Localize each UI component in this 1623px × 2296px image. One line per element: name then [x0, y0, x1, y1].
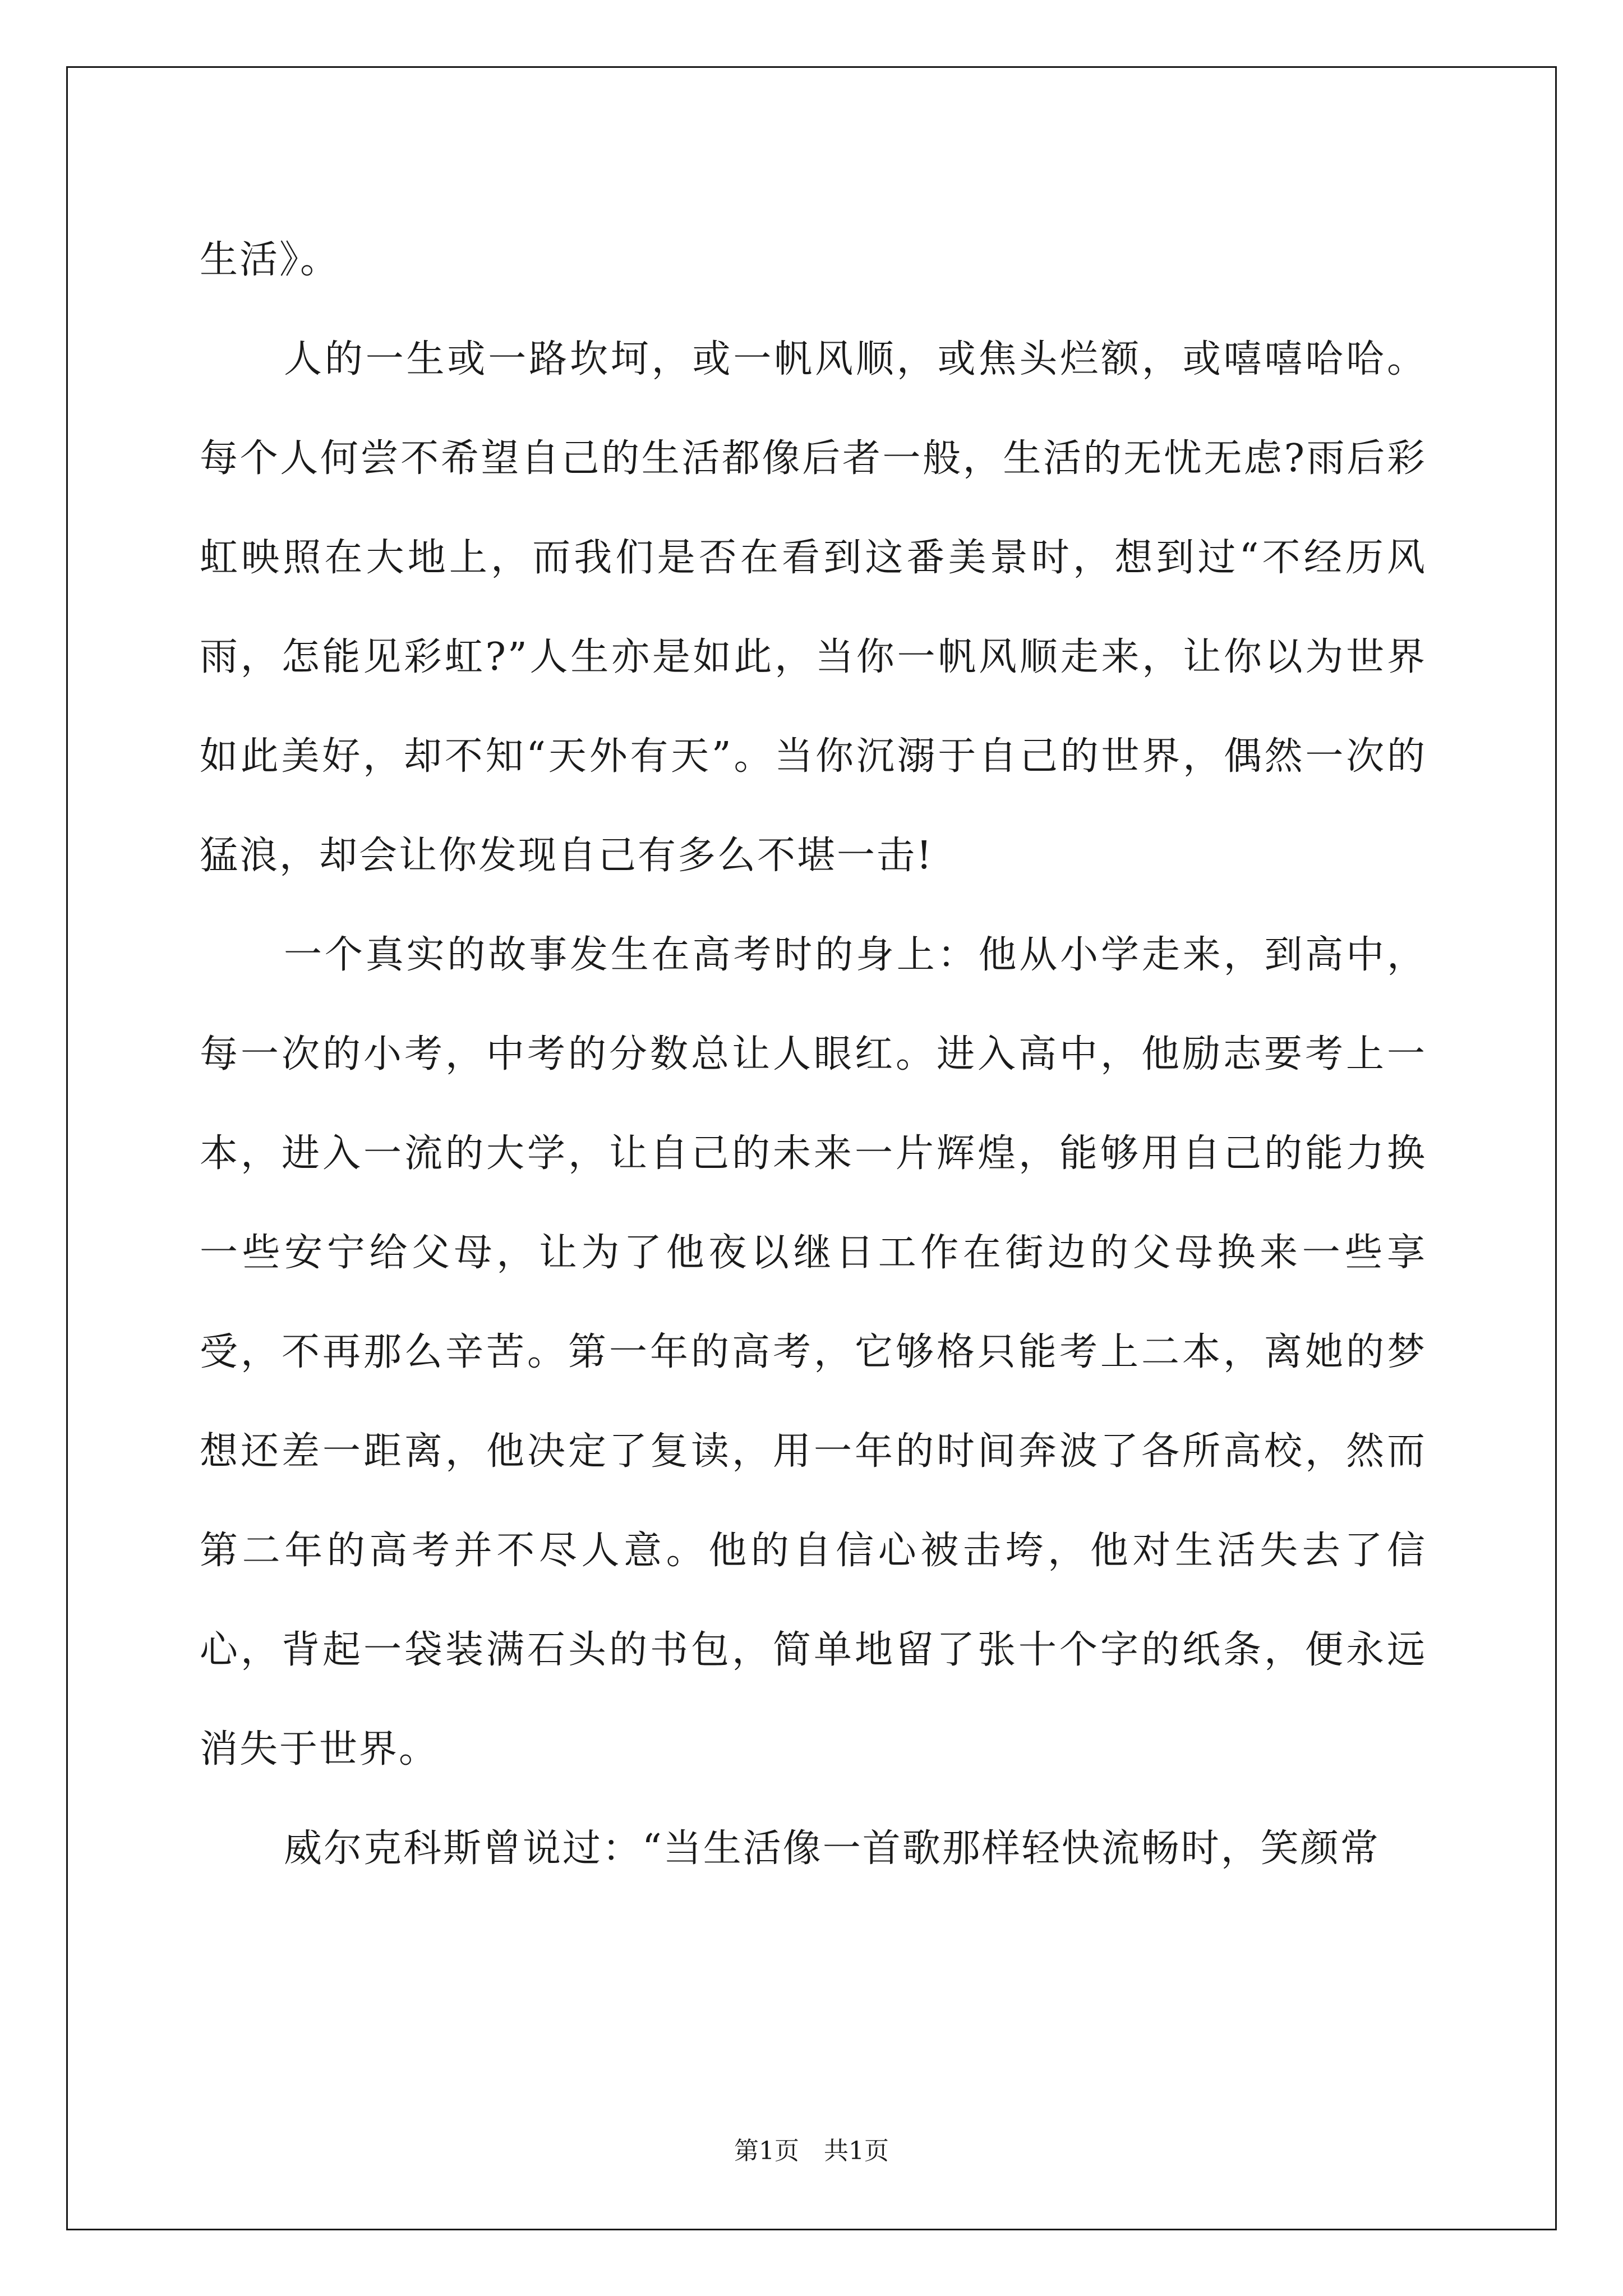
paragraph-2: 人的一生或一路坎坷，或一帆风顺，或焦头烂额，或嘻嘻哈哈。每个人何尝不希望自己的生活都像后者一般，生活的无忧无虑?雨后彩虹映照在大地上，而我们是否在看到这番美景时，想到过“不经历风雨，怎能见彩虹?”人生亦是如此，当你一帆风顺走来，让你以为世界如此美好，却不知“天外有天”。当你沉溺于自己的世界，偶然一次的猛浪，却会让你发现自己有多么不堪一击! — [200, 337, 1427, 878]
paragraph-1: 生活》。 — [200, 238, 340, 282]
paragraph-4: 威尔克科斯曾说过：“当生活像一首歌那样轻快流畅时，笑颜常 — [284, 1826, 1380, 1871]
page-number-footer: 第1页 共1页 — [734, 2137, 889, 2165]
document-body — [200, 210, 1427, 1898]
paragraph-3: 一个真实的故事发生在高考时的身上：他从小学走来，到高中，每一次的小考，中考的分数总让人眼红。进入高中，他励志要考上一本，进入一流的大学，让自己的未来一片辉煌，能够用自己的能力换一些安宁给父母，让为了他夜以继日工作在街边的父母换来一些享受，不再那么辛苦。第一年的高考，它够格只能考上二本，离她的梦想还差一距离，他决定了复读，用一年的时间奔波了各所高校，然而第二年的高考并不尽人意。他的自信心被击垮，他对生活失去了信心，背起一袋装满石头的书包，简单地留了张十个字的纸条，便永远消失于世界。 — [200, 933, 1427, 1772]
